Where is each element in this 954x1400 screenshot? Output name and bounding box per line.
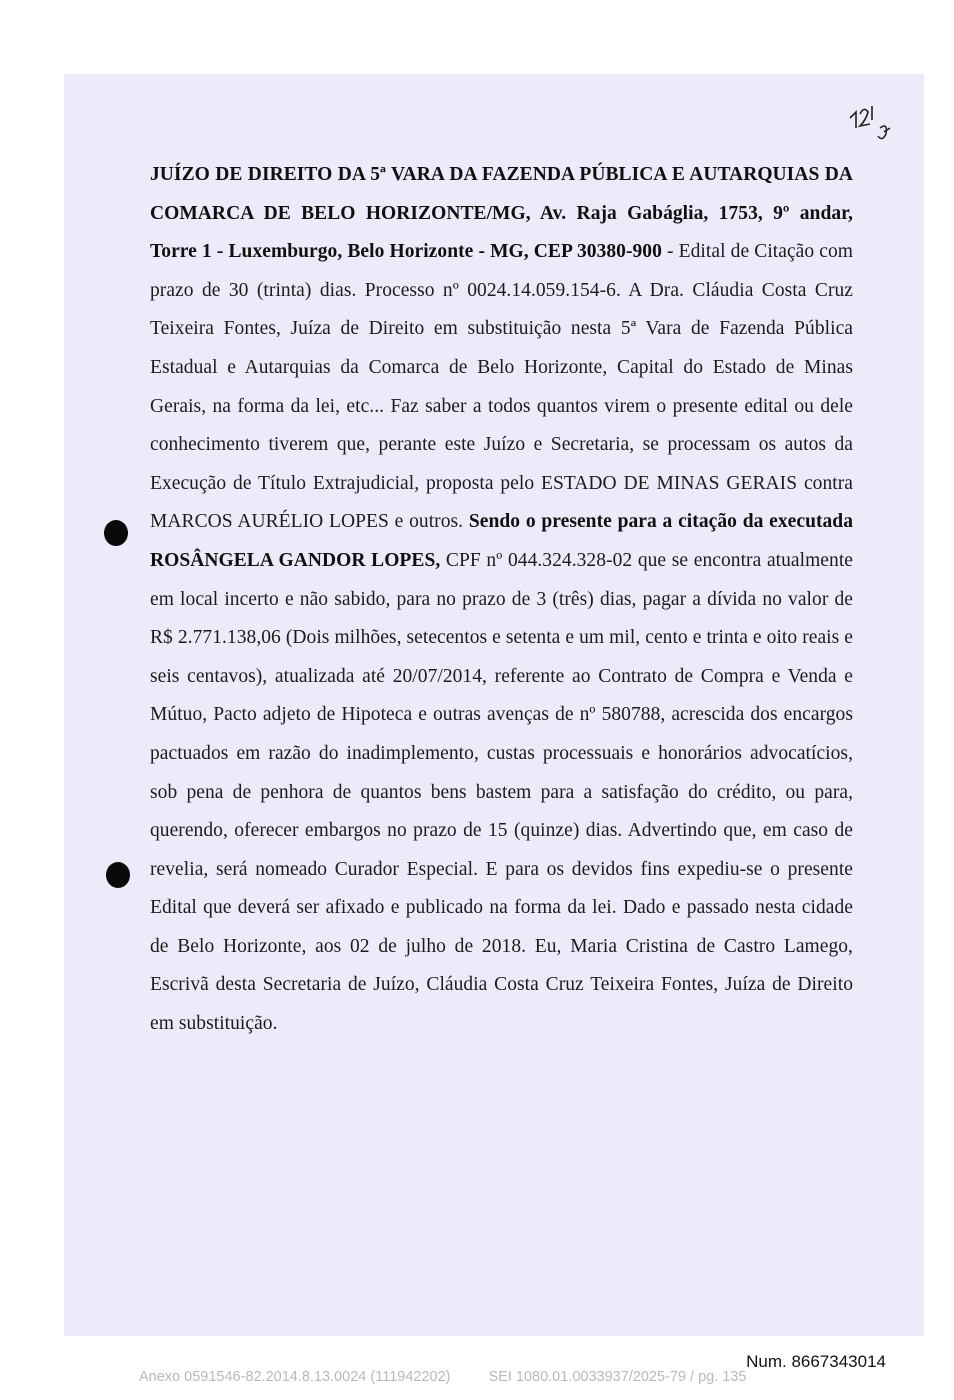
- punch-hole-top: [104, 520, 128, 546]
- sei-page-reference: SEI 1080.01.0033937/2025-79 / pg. 135: [488, 1369, 747, 1385]
- citation-statement: Sendo o presente para a citação da executada ROSÂNGELA GANDOR LOPES,: [150, 511, 853, 571]
- edital-paragraph: [150, 156, 853, 1044]
- annex-reference: Anexo 0591546-82.2014.8.13.0024 (111942202): [139, 1369, 451, 1385]
- handwritten-page-number: [842, 88, 902, 148]
- edital-body-part2: CPF nº 044.324.328-02 que se encontra atualmente em local incerto e não sabido, para no prazo de 3 (três) dias, pagar a dívida no valor de R$ 2.771.138,06 (Dois milhões, setecentos e setenta e um mil, cento e trinta e oito reais e seis centavos), atualizada até 20/07/2014, referente ao Contrato de Compra e Venda e Mútuo, Pacto adjeto de Hipoteca e outras avenças de nº 580788, acrescida dos encargos pactuados em razão do inadimplemento, custas processuais e honorários advocatícios, sob pena de penhora de quantos bens bastem para a satisfação do crédito, ou para, querendo, oferecer embargos no prazo de 15 (quinze) dias. Advertindo que, em caso de revelia, será nomeado Curador Especial. E para os devidos fins expediu-se o presente Edital que deverá ser afixado e publicado na forma da lei. Dado e passado nesta cidade de Belo Horizonte, aos 02 de julho de 2018. Eu, Maria Cristina de Castro Lamego, Escrivã desta Secretaria de Juízo, Cláudia Costa Cruz Teixeira Fontes, Juíza de Direito em substituição.: [150, 549, 853, 1035]
- punch-hole-bottom: [106, 862, 130, 888]
- document-number: Num. 8667343014: [746, 1352, 886, 1371]
- court-heading: JUÍZO DE DIREITO DA 5ª VARA DA FAZENDA PÚBLICA E AUTARQUIAS DA COMARCA DE BELO HORIZONTE/MG, Av. Raja Gabáglia, 1753, 9º andar, Torre 1 - Luxemburgo, Belo Horizonte - MG, CEP 30380-900: [150, 164, 853, 263]
- annex-footer: [139, 1369, 746, 1385]
- edital-body-part1: - Edital de Citação com prazo de 30 (trinta) dias. Processo nº 0024.14.059.154-6. A Dra. Cláudia Costa Cruz Teixeira Fontes, Juíza de Direito em substituição nesta 5ª Vara de Fazenda Pública Estadual e Autarquias da Comarca de Belo Horizonte, Capital do Estado de Minas Gerais, na forma da lei, etc... Faz saber a todos quantos virem o presente edital ou dele conhecimento tiverem que, perante este Juízo e Secretaria, se processam os autos da Execução de Título Extrajudicial, proposta pelo ESTADO DE MINAS GERAIS contra MARCOS AURÉLIO LOPES e outros.: [150, 241, 853, 533]
